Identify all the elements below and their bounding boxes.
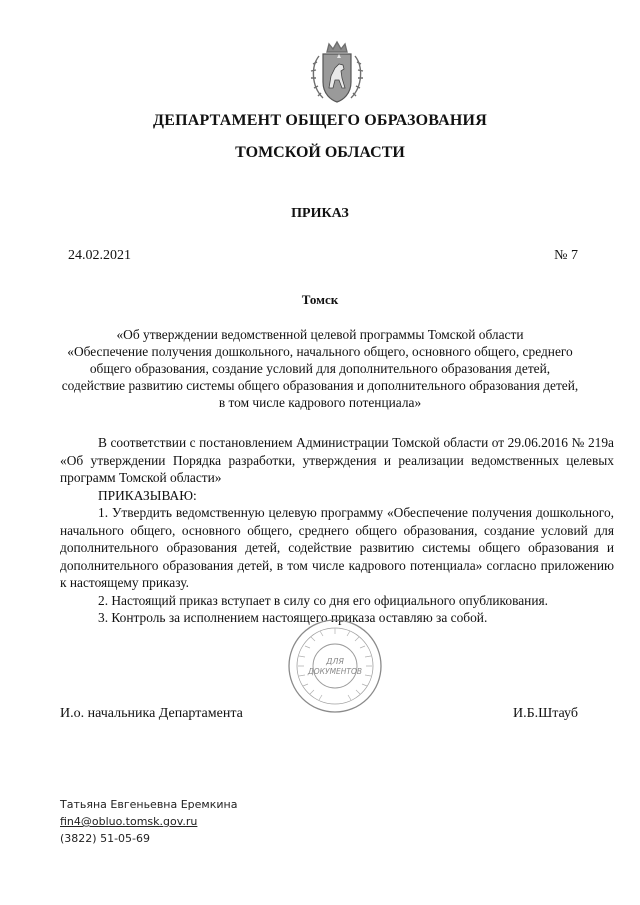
contact-person: Татьяна Евгеньевна Еремкина <box>60 798 238 811</box>
signatory-name: И.Б.Штауб <box>512 706 578 721</box>
preamble-paragraph: В соответствии с постановлением Администрации Томской области от 29.06.2016 № 219а «Об утверждении Порядка разработки, утверждения и реализации ведомственных целевых программ Томской области» <box>60 435 614 485</box>
order-title-line: содействие развитию системы общего образования и дополнительного образования детей, <box>61 378 579 393</box>
department-title-line2: ТОМСКОЙ ОБЛАСТИ <box>235 144 405 161</box>
order-title-line: в том числе кадрового потенциала» <box>218 395 422 410</box>
coat-of-arms-icon <box>301 38 373 110</box>
document-number: № 7 <box>554 248 578 263</box>
order-word: ПРИКАЗЫВАЮ: <box>98 487 197 503</box>
order-item-3: 3. Контроль за исполнением настоящего приказа оставляю за собой. <box>98 610 488 625</box>
contact-phone: (3822) 51-05-69 <box>60 832 151 845</box>
contact-email-link[interactable]: fin4@obluo.tomsk.gov.ru <box>60 815 198 828</box>
order-title-line: «Обеспечение получения дошкольного, начального общего, основного общего, среднего <box>67 344 573 359</box>
stamp-text-line2: ДОКУМЕНТОВ <box>307 667 363 676</box>
order-item-1: 1. Утвердить ведомственную целевую программу «Обеспечение получения дошкольного, начального общего, основного общего, среднего общего образования, создание условий для дополнительного образования детей, содействие развитию системы общего образования и дополнительного образования детей, в том числе кадрового потенциала» согласно приложению к настоящему приказу. <box>60 505 614 590</box>
order-body <box>60 434 614 627</box>
contact-block <box>60 796 237 847</box>
document-city: Томск <box>301 292 339 307</box>
department-title-line1: ДЕПАРТАМЕНТ ОБЩЕГО ОБРАЗОВАНИЯ <box>153 112 487 129</box>
round-stamp <box>285 616 385 716</box>
document-date: 24.02.2021 <box>68 248 131 263</box>
order-title <box>60 326 580 411</box>
order-title-line: «Об утверждении ведомственной целевой программы Томской области <box>116 327 524 342</box>
document-type: ПРИКАЗ <box>291 206 349 221</box>
signatory-position: И.о. начальника Департамента <box>60 706 243 721</box>
stamp-text-line1: ДЛЯ <box>326 657 344 666</box>
order-item-2: 2. Настоящий приказ вступает в силу со дня его официального опубликования. <box>98 592 548 608</box>
order-title-line: общего образования, создание условий для дополнительного образования детей, <box>89 361 551 376</box>
